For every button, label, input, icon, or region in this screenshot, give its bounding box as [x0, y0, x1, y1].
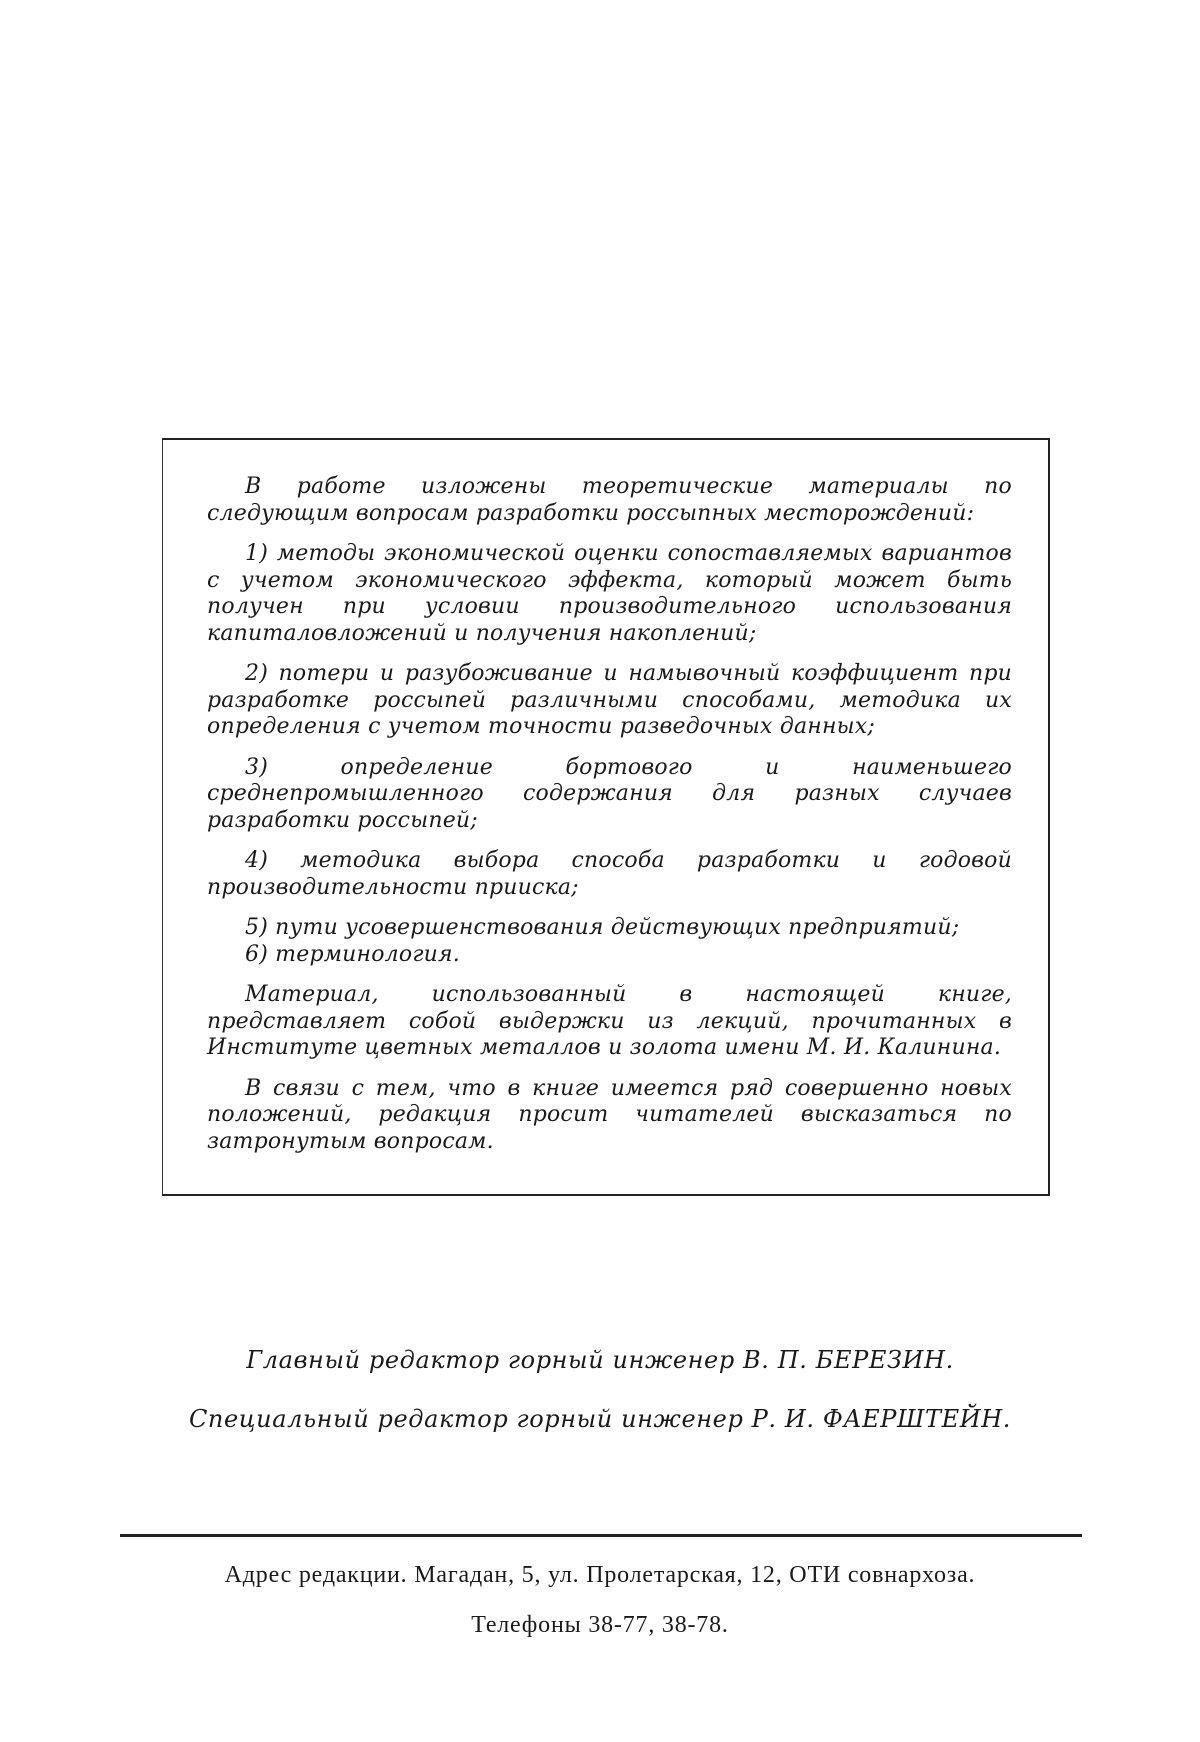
abstract-item-5: 5) пути усовершенствования действующих предприятий;	[245, 915, 960, 940]
abstract-feedback-note: В связи с тем, что в книге имеется ряд совершенно новых положений, редакция просит читателей высказаться по затронутым вопросам.	[207, 1075, 1012, 1154]
editorial-phones: Телефоны 38-77, 38-78.	[471, 1612, 729, 1638]
editorial-address: Адрес редакции. Магадан, 5, ул. Пролетарская, 12, ОТИ совнархоза.	[224, 1562, 976, 1588]
abstract-item-4: 4) методика выбора способа разработки и годовой производительности прииска;	[207, 848, 1012, 900]
divider-rule	[120, 1534, 1082, 1537]
abstract-item-1: 1) методы экономической оценки сопоставляемых вариантов с учетом экономического эффекта, который может быть получен при условии производительного использования капиталовложений и получения накоплений;	[207, 541, 1012, 646]
abstract-box	[162, 438, 1050, 1196]
abstract-item-3: 3) определение бортового и наименьшего среднепромышленного содержания для разных случаев разработки россыпей;	[207, 754, 1012, 833]
special-editor-line: Специальный редактор горный инженер Р. И. ФАЕРШТЕЙН.	[188, 1405, 1012, 1433]
abstract-source-note: Материал, использованный в настоящей книге, представляет собой выдержки из лекций, прочитанных в Институте цветных металлов и золота имени М. И. Калинина.	[207, 982, 1012, 1060]
abstract-intro: В работе изложены теоретические материалы по следующим вопросам разработки россыпных месторождений:	[207, 474, 1012, 526]
abstract-item-2: 2) потери и разубоживание и намывочный коэффициент при разработке россыпей различными способами, методика их определения с учетом точности разведочных данных;	[207, 661, 1012, 739]
chief-editor-line: Главный редактор горный инженер В. П. БЕРЕЗИН.	[246, 1346, 954, 1374]
abstract-item-6: 6) терминология.	[245, 941, 460, 967]
